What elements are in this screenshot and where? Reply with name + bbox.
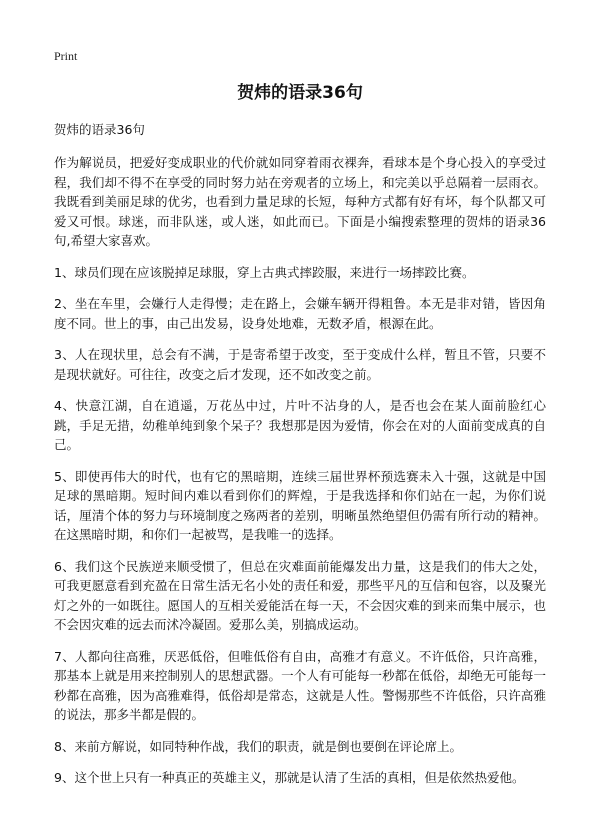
quote-paragraph: 2、坐在车里，会嫌行人走得慢；走在路上，会嫌车辆开得粗鲁。本无是非对错，皆因角度不同。世上的事，由己出发易，设身处地难，无数矛盾，根源在此。 <box>54 296 546 331</box>
article-subtitle: 贺炜的语录36句 <box>54 122 145 137</box>
quote-paragraph: 9、这个世上只有一种真正的英雄主义，那就是认清了生活的真相，但是依然热爱他。 <box>54 770 525 785</box>
quote-paragraph: 5、即使再伟大的时代，也有它的黑暗期，连续三届世界杯预选赛未入十强，这就是中国足球的黑暗期。短时间内难以看到你们的辉煌，于是我选择和你们站在一起，为你们说话，厘清个体的努力与环境制度之殇两者的差别，明晰虽然绝望但仍需有所行动的精神。在这黑暗时期，和你们一起被骂，是我唯一的选择。 <box>54 468 546 542</box>
quote-paragraph: 8、来前方解说，如同特种作战，我们的职责，就是倒也要倒在评论席上。 <box>54 738 462 754</box>
quote-paragraph: 3、人在现状里，总会有不满，于是寄希望于改变，至于变成什么样，暂且不管，只要不是现状就好。可往往，改变之后才发现，还不如改变之前。 <box>54 347 546 382</box>
quote-paragraph: 1、球员们现在应该脱掉足球服，穿上古典式摔跤服，来进行一场摔跤比赛。 <box>54 264 475 280</box>
page-title: 贺炜的语录36句 <box>237 83 363 103</box>
intro-paragraph: 作为解说员，把爱好变成职业的代价就如同穿着雨衣裸奔，看球本是个身心投入的享受过程，我们却不得不在享受的同时努力站在旁观者的立场上，和完美以乎总隔着一层雨衣。我既看到美丽足球的优劣，也看到力量足球的长短，每种方式都有好有坏，每个队都又可爱又可恨。球迷，而非队迷，或人迷，如此而已。下面是小编搜索整理的贺炜的语录36句,希望大家喜欢。 <box>54 155 546 248</box>
article-body <box>54 120 546 800</box>
quote-paragraph: 7、人都向往高雅，厌恶低俗，但唯低俗有自由，高雅才有意义。不许低俗，只许高雅，那基本上就是用来控制别人的思想武器。一个人有可能每一秒都在低俗，却绝无可能每一秒都在高雅，因为高雅难得，低俗却是常态，这就是人性。警惕那些不许低俗，只许高雅的说法，那多半都是假的。 <box>54 648 546 722</box>
quote-paragraph: 4、快意江湖，自在逍遥，万花丛中过，片叶不沾身的人，是否也会在某人面前脸红心跳，手足无措，幼稚单纯到象个呆子？我想那是因为爱情，你会在对的人面前变成真的自己。 <box>54 398 546 452</box>
print-link[interactable]: Print <box>54 49 78 63</box>
quote-paragraph: 6、我们这个民族逆来顺受惯了，但总在灾难面前能爆发出力量，这是我们的伟大之处，可我更愿意看到充盈在日常生活无名小处的责任和爱，那些平凡的互信和包容，以及聚光灯之外的一如既往。愿国人的互相关爱能活在每一天，不会因灾难的到来而集中展示，也不会因灾难的远去而沭冷凝固。爱那么美，别搞成运动。 <box>54 558 546 632</box>
